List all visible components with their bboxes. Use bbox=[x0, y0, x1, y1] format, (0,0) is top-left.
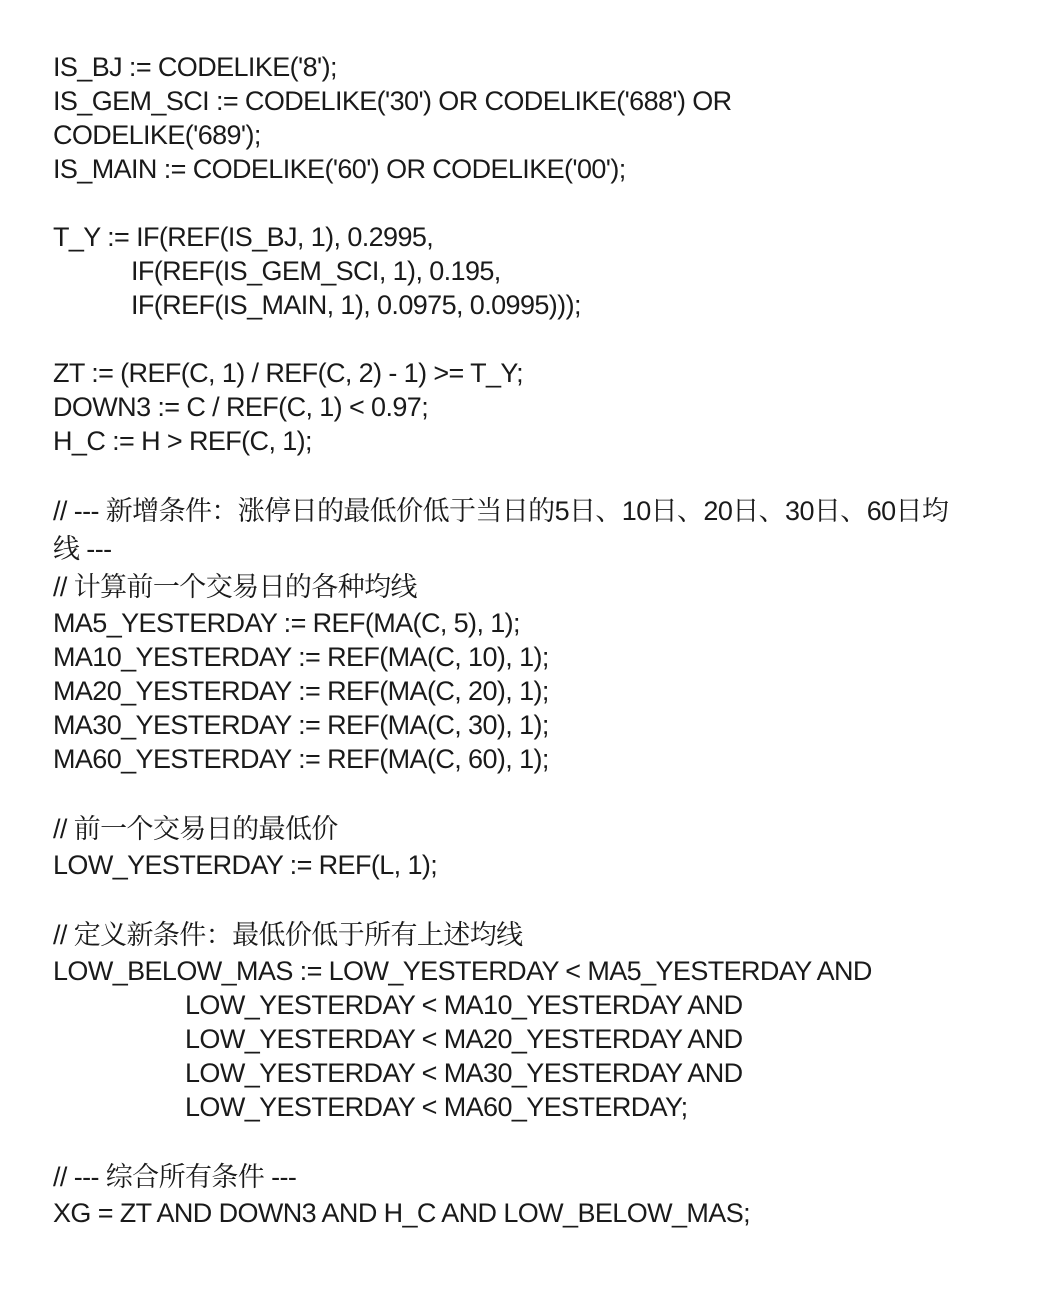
comment-line: // --- 综合所有条件 --- bbox=[53, 1162, 297, 1192]
code-document bbox=[53, 50, 1013, 1230]
code-line: MA5_YESTERDAY := REF(MA(C, 5), 1); bbox=[53, 608, 520, 638]
blank-line bbox=[53, 1124, 1013, 1158]
comment-line: // --- 新增条件：涨停日的最低价低于当日的5日、10日、20日、30日、60日均 bbox=[53, 496, 949, 526]
code-line: ZT := (REF(C, 1) / REF(C, 2) - 1) >= T_Y; bbox=[53, 358, 523, 388]
blank-line bbox=[53, 322, 1013, 356]
comment-line: // 计算前一个交易日的各种均线 bbox=[53, 572, 417, 602]
blank-line bbox=[53, 776, 1013, 810]
code-line: IS_MAIN := CODELIKE('60') OR CODELIKE('00'); bbox=[53, 154, 626, 184]
code-line: XG = ZT AND DOWN3 AND H_C AND LOW_BELOW_MAS; bbox=[53, 1198, 751, 1228]
code-line: MA10_YESTERDAY := REF(MA(C, 10), 1); bbox=[53, 642, 549, 672]
comment-line: // 定义新条件：最低价低于所有上述均线 bbox=[53, 920, 523, 950]
code-line: DOWN3 := C / REF(C, 1) < 0.97; bbox=[53, 392, 429, 422]
code-line: IS_BJ := CODELIKE('8'); bbox=[53, 52, 337, 82]
code-line: LOW_YESTERDAY < MA60_YESTERDAY; bbox=[185, 1092, 688, 1122]
code-line: LOW_YESTERDAY < MA20_YESTERDAY AND bbox=[185, 1024, 743, 1054]
code-line: IS_GEM_SCI := CODELIKE('30') OR CODELIKE('688') OR bbox=[53, 86, 732, 116]
blank-line bbox=[53, 882, 1013, 916]
code-line: LOW_YESTERDAY < MA10_YESTERDAY AND bbox=[185, 990, 743, 1020]
code-line: T_Y := IF(REF(IS_BJ, 1), 0.2995, bbox=[53, 222, 434, 252]
code-line: IF(REF(IS_GEM_SCI, 1), 0.195, bbox=[131, 256, 501, 286]
code-line: LOW_BELOW_MAS := LOW_YESTERDAY < MA5_YESTERDAY AND bbox=[53, 956, 872, 986]
comment-line: 线 --- bbox=[53, 534, 112, 564]
code-line: LOW_YESTERDAY := REF(L, 1); bbox=[53, 850, 438, 880]
code-line: MA60_YESTERDAY := REF(MA(C, 60), 1); bbox=[53, 744, 549, 774]
code-line: LOW_YESTERDAY < MA30_YESTERDAY AND bbox=[185, 1058, 743, 1088]
comment-line: // 前一个交易日的最低价 bbox=[53, 814, 338, 844]
blank-line bbox=[53, 458, 1013, 492]
code-line: MA20_YESTERDAY := REF(MA(C, 20), 1); bbox=[53, 676, 549, 706]
code-line: IF(REF(IS_MAIN, 1), 0.0975, 0.0995))); bbox=[131, 290, 581, 320]
blank-line bbox=[53, 186, 1013, 220]
code-line: CODELIKE('689'); bbox=[53, 120, 261, 150]
code-line: H_C := H > REF(C, 1); bbox=[53, 426, 312, 456]
code-line: MA30_YESTERDAY := REF(MA(C, 30), 1); bbox=[53, 710, 549, 740]
